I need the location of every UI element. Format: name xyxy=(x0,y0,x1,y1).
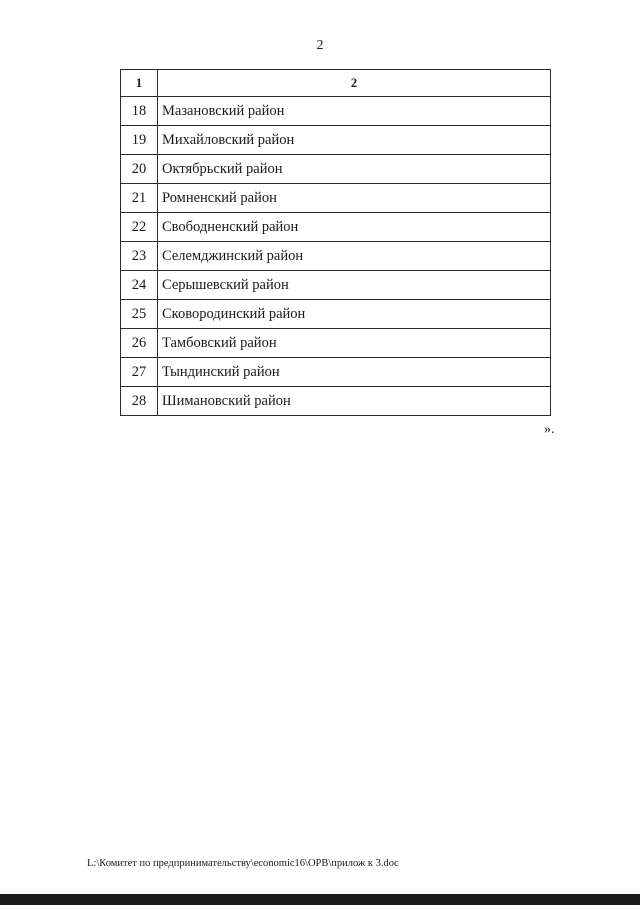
row-number: 18 xyxy=(121,97,158,126)
table-row xyxy=(121,358,551,387)
table-header-row xyxy=(121,70,551,97)
district-name: Серышевский район xyxy=(158,271,551,300)
district-name: Тындинский район xyxy=(158,358,551,387)
district-name: Ромненский район xyxy=(158,184,551,213)
row-number: 25 xyxy=(121,300,158,329)
row-number: 20 xyxy=(121,155,158,184)
column-header-name: 2 xyxy=(158,70,551,97)
district-name: Селемджинский район xyxy=(158,242,551,271)
district-name: Мазановский район xyxy=(158,97,551,126)
row-number: 27 xyxy=(121,358,158,387)
district-name: Михайловский район xyxy=(158,126,551,155)
column-header-number: 1 xyxy=(121,70,158,97)
table-row xyxy=(121,242,551,271)
table-row xyxy=(121,126,551,155)
district-name: Сковородинский район xyxy=(158,300,551,329)
district-name: Октябрьский район xyxy=(158,155,551,184)
row-number: 22 xyxy=(121,213,158,242)
row-number: 26 xyxy=(121,329,158,358)
table-row xyxy=(121,97,551,126)
table-row xyxy=(121,300,551,329)
row-number: 21 xyxy=(121,184,158,213)
table-row xyxy=(121,155,551,184)
district-name: Свободненский район xyxy=(158,213,551,242)
table-row xyxy=(121,271,551,300)
districts-table xyxy=(120,69,551,416)
row-number: 23 xyxy=(121,242,158,271)
page-number: 2 xyxy=(316,38,324,53)
row-number: 24 xyxy=(121,271,158,300)
table-row xyxy=(121,184,551,213)
table-row xyxy=(121,329,551,358)
table-row xyxy=(121,213,551,242)
closing-quote: ». xyxy=(544,422,555,437)
row-number: 19 xyxy=(121,126,158,155)
district-name: Тамбовский район xyxy=(158,329,551,358)
row-number: 28 xyxy=(121,387,158,416)
footer-file-path: L:\Комитет по предпринимательству\economic16\ОРВ\прилож к 3.doc xyxy=(87,858,399,869)
scan-bottom-edge xyxy=(0,894,640,905)
district-name: Шимановский район xyxy=(158,387,551,416)
table-row xyxy=(121,387,551,416)
